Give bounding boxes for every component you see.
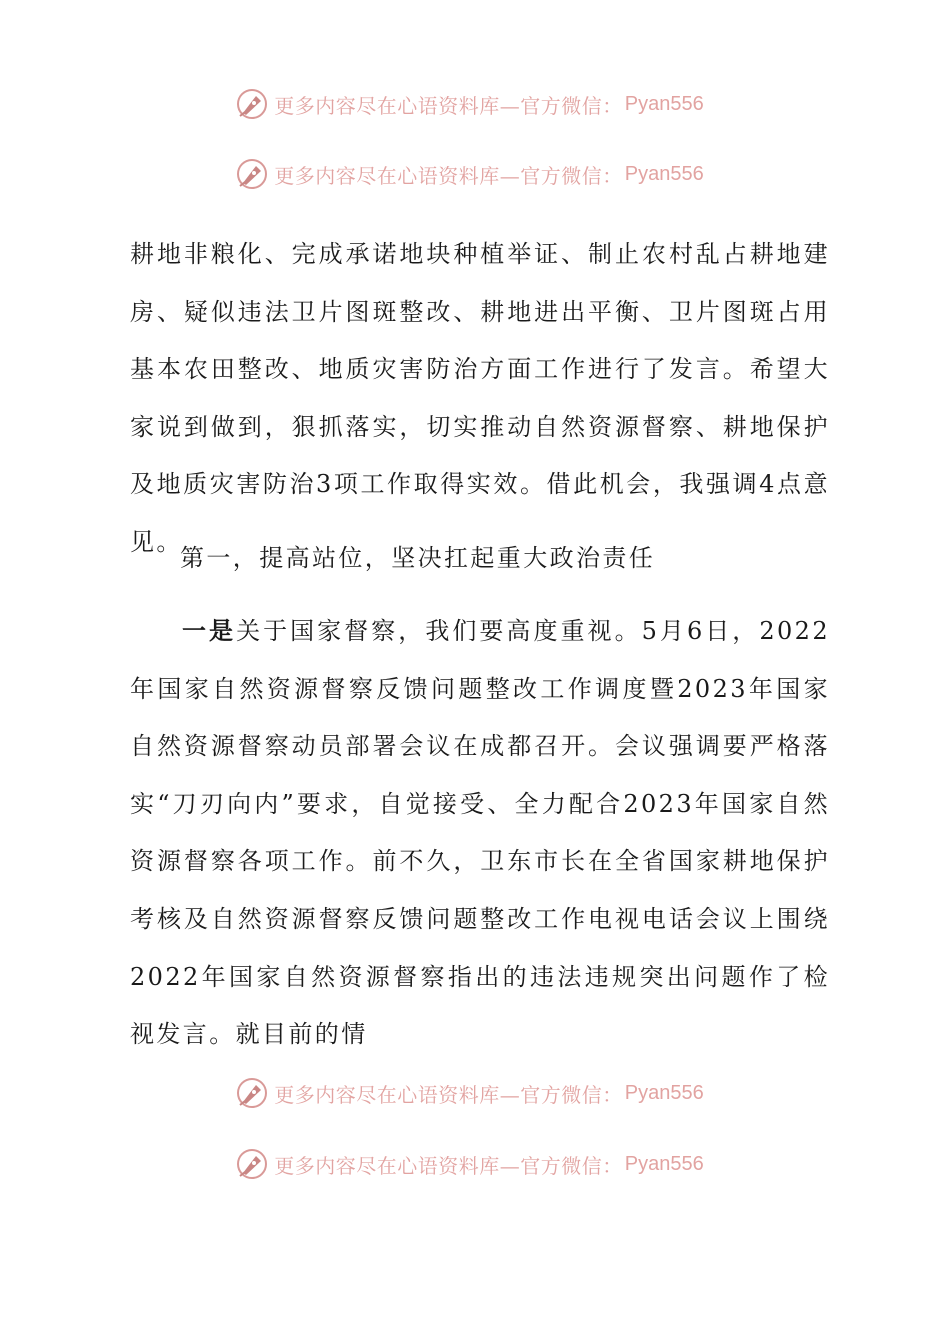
watermark-text: 更多内容尽在心语资料库—官方微信： [274,1082,623,1107]
watermark-banner [0,1144,950,1184]
section-heading: 第一，提高站位，坚决扛起重大政治责任 [180,544,656,572]
pen-nib-logo-icon [234,156,270,192]
paragraph-body: 关于国家督察，我们要高度重视。5月6日，2022年国家自然资源督察反馈问题整改工作调度暨2023年国家自然资源督察动员部署会议在成都召开。会议强调要严格落实“刀刃向内”要求，自觉接受、全力配合2023年国家自然资源督察各项工作。前不久，卫东市长在全省国家耕地保护考核及自然资源督察反馈问题整改工作电视电话会议上围绕2022年国家自然资源督察指出的违法违规突出问题作了检视发言。就目前的情 [130,617,830,1049]
watermark-banner [0,1073,950,1113]
pen-nib-logo-icon [234,86,270,122]
watermark-banner [0,154,950,194]
watermark-text: 更多内容尽在心语资料库—官方微信： [274,93,623,118]
paragraph-intro: 耕地非粮化、完成承诺地块种植举证、制止农村乱占耕地建房、疑似违法卫片图斑整改、耕地进出平衡、卫片图斑占用基本农田整改、地质灾害防治方面工作进行了发言。希望大家说到做到，狠抓落实，切实推动自然资源督察、耕地保护及地质灾害防治3项工作取得实效。借此机会，我强调4点意见。 [130,240,830,556]
watermark-text: 更多内容尽在心语资料库—官方微信： [274,1153,623,1178]
watermark-banner [0,84,950,124]
watermark-brand: Pyan556 [624,162,704,185]
watermark-brand: Pyan556 [624,1152,704,1175]
pen-nib-logo-icon [234,1146,270,1182]
watermark-text: 更多内容尽在心语资料库—官方微信： [274,163,623,188]
watermark-brand: Pyan556 [624,1081,704,1104]
watermark-brand: Pyan556 [624,92,704,115]
paragraph-national-inspection [130,602,830,1064]
pen-nib-logo-icon [234,1075,270,1111]
paragraph-lead: 一是 [182,616,237,645]
